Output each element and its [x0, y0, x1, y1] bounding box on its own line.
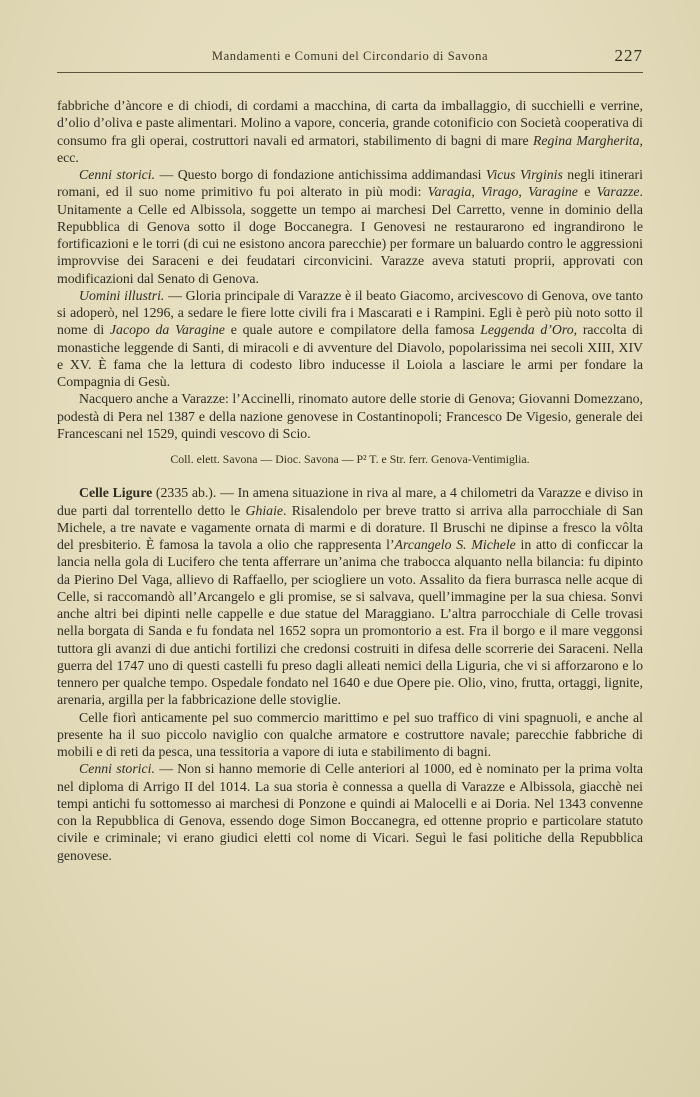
paragraph — [57, 97, 643, 166]
text-segment: fabbriche d’àncore e di chiodi, di cordami a macchina, di carta da imballaggio, di succhielli e verrine, d’olio d’oliva e paste alimentari. Molino a vapore, conceria, grande cotonificio con Società cooperativa di consumo fra gli operai, costruttori navali ed armatori, stabilimento di bagni di mare — [57, 98, 643, 148]
text-segment: (2335 ab.). — In amena situazione in riva al mare, a 4 chilometri da Varazze e diviso in due parti dal torrentello detto le — [57, 485, 643, 518]
text-segment: e — [577, 184, 597, 200]
text-segment: — Non si hanno memorie di Celle anteriori al 1000, ed è nominato per la prima volta nel diploma di Arrigo II del 1014. La sua storia è connessa a quella di Varazze e Albissola, giacchè nei tempi antichi fu sottomesso ai marchesi di Ponzone e quindi ai Malocelli e ai Doria. Nel 1343 convenne con la Repubblica di Genova, essendo doge Simon Boccanegra, ed ottenne proprio e particolare statuto civile e criminale; vi erano giudici eletti col nome di Vicari. Seguì le fasi politiche della Repubblica genovese. — [57, 761, 643, 863]
text-segment: Jacopo da Varagine — [109, 322, 225, 338]
paragraph — [57, 287, 643, 391]
text-segment: Cenni storici. — [79, 761, 155, 777]
text-segment: Ghiaie — [245, 502, 284, 518]
text-segment: Uomini illustri. — [79, 287, 165, 303]
header-rule — [57, 72, 643, 73]
page-body — [57, 97, 643, 864]
text-segment: Cenni storici. — [79, 167, 156, 182]
text-segment: , ecc. — [57, 132, 643, 165]
text-segment: Leggenda d’Oro — [480, 322, 574, 338]
text-segment: Nacquero anche a Varazze: l’Accinelli, rinomato autore delle storie di Genova; Giovanni Domezzano, podestà di Pera nel 1387 e della nazione genovese in Costantinopoli; Francesco De Vigesio, generale dei Francescani nel 1529, quindi vescovo di Scio. — [57, 391, 643, 441]
text-segment: Varagia, Virago, Varagine — [427, 184, 578, 200]
text-segment: . Unitamente a Celle ed Albissola, soggette un tempo ai marchesi Del Carretto, venne in dominio della Repubblica di Genova sotto il doge Boccanegra. I Genovesi ne restaurarono ed ingrandirono le fortificazioni e le torri (di cui ne esistono ancora parecchie) per formare un baluardo contro le aggressioni improvvise dei Saraceni e dei feudatari circonvicini. Varazze aveva statuti proprii, approvati con modificazioni dal Senato di Genova. — [57, 184, 643, 286]
paragraph — [57, 166, 643, 287]
paragraph — [57, 760, 643, 864]
paragraph — [57, 709, 643, 761]
text-segment: Celle fiorì anticamente pel suo commercio marittimo e pel suo traffico di vini spagnuoli, e anche al presente ha il suo piccolo naviglio con qualche armatore e costruttore navale; parecchie fabbriche di mobili e di reti da pesca, una tessitoria a vapore di iuta e stabilimento di bagni. — [57, 709, 643, 759]
footnote-line — [57, 451, 643, 468]
text-segment: Regina Margherita — [532, 132, 640, 148]
paragraph — [57, 390, 643, 442]
text-segment: — Gloria principale di Varazze è il beato Giacomo, arcivescovo di Genova, ove tanto si adoperò, nel 1296, a sedare le fiere lotte civili fra i Mascarati e i Rampini. Egli è però più noto sotto il nome di — [57, 287, 644, 338]
text-segment: Arcangelo S. Michele — [394, 537, 516, 552]
text-segment: , raccolta di monastiche leggende di Santi, di miracoli e di avventure del Diavolo, popolarissima nei secoli XIII, XIV e XV. È fama che la lettura di codesto libro inducesse il Loiola a lasciare le armi per fondare la Compagnia di Gesù. — [57, 322, 643, 389]
text-segment: — Questo borgo di fondazione antichissima addimandasi — [155, 167, 486, 182]
page-number: 227 — [614, 46, 643, 65]
text-segment: Vicus Virginis — [485, 167, 563, 182]
text-segment: Celle Ligure — [79, 485, 153, 501]
text-segment: Coll. elett. Savona — Dioc. Savona — P² T. e Str. ferr. Genova-Ventimiglia. — [170, 452, 530, 466]
text-segment: negli itinerari romani, ed il suo nome primitivo fu poi alterato in più modi: — [57, 167, 643, 200]
text-segment: in atto di conficcar la lancia nella gola di Lucifero che tenta afferrare un’anima che trabocca alquanto nella bilancia: fu dipinto da Pierino Del Vaga, allievo di Raffaello, per sciogliere un voto. Assalito da fiera burrasca nelle acque di Celle, si raccomandò all’Arcangelo e gli promise, se si salvava, quell’immagine per la sua chiesa. Sonvi anche altri bei dipinti nelle cappelle e due statue del Maraggiano. L’altra parrocchiale di Celle trovasi nella borgata di Sanda e fu fondata nel 1652 sopra un promontorio a est. Fra il borgo e il mare veggonsi tuttora gli avanzi di due antichi fortilizi che credonsi costruiti in difesa delle scorrerie dei Saraceni. Nella guerra del 1747 uno di questi castelli fu preso dagli alleati nemici della Liguria, che vi si afforzarono e lo tennero per qualche tempo. Ospedale fondato nel 1640 e due Opere pie. Olio, vino, frutta, ortaggi, lignite, arenaria, argilla per la fabbricazione delle stoviglie. — [57, 537, 643, 708]
text-segment: . Risalendolo per breve tratto si arriva alla parrocchiale di San Michele, a tre navate e vagamente ornata di marmi e di dorature. Il Bruschi ne dipinse a fresco la vôlta del presbiterio. È famosa la tavola a olio che rappresenta l’ — [57, 502, 644, 552]
text-segment: Varazze — [596, 184, 640, 200]
paragraph — [57, 484, 643, 708]
page-header — [57, 46, 643, 66]
text-segment: e quale autore e compilatore della famosa — [224, 322, 481, 338]
running-title: Mandamenti e Comuni del Circondario di Savona — [211, 49, 489, 63]
